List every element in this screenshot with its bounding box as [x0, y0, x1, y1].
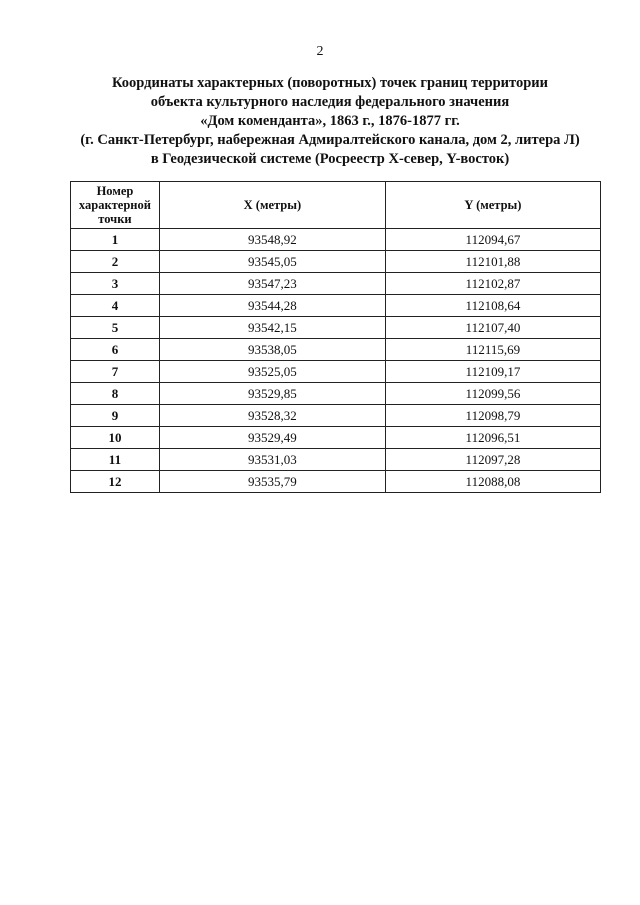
table-row — [71, 449, 601, 471]
y-coordinate-cell: 112102,87 — [385, 273, 600, 295]
x-coordinate-cell: 93544,28 — [159, 295, 385, 317]
point-number-cell: 7 — [71, 361, 160, 383]
y-coordinate-cell: 112097,28 — [385, 449, 600, 471]
point-number-cell: 2 — [71, 251, 160, 273]
x-coordinate-cell: 93548,92 — [159, 229, 385, 251]
header-y: Y (метры) — [385, 182, 600, 229]
point-number-cell: 9 — [71, 405, 160, 427]
point-number-cell: 5 — [71, 317, 160, 339]
x-coordinate-cell: 93531,03 — [159, 449, 385, 471]
title-line: (г. Санкт-Петербург, набережная Адмиралтейского канала, дом 2, литера Л) — [80, 132, 580, 148]
y-coordinate-cell: 112108,64 — [385, 295, 600, 317]
table-body — [71, 229, 601, 493]
table-row — [71, 273, 601, 295]
y-coordinate-cell: 112101,88 — [385, 251, 600, 273]
y-coordinate-cell: 112088,08 — [385, 471, 600, 493]
x-coordinate-cell: 93538,05 — [159, 339, 385, 361]
x-coordinate-cell: 93547,23 — [159, 273, 385, 295]
table-row — [71, 295, 601, 317]
y-coordinate-cell: 112094,67 — [385, 229, 600, 251]
x-coordinate-cell: 93529,85 — [159, 383, 385, 405]
table-row — [71, 427, 601, 449]
header-x: X (метры) — [159, 182, 385, 229]
point-number-cell: 12 — [71, 471, 160, 493]
x-coordinate-cell: 93528,32 — [159, 405, 385, 427]
table-row — [71, 383, 601, 405]
point-number-cell: 11 — [71, 449, 160, 471]
x-coordinate-cell: 93525,05 — [159, 361, 385, 383]
table-header-row — [71, 182, 601, 229]
title-line: в Геодезической системе (Росреестр X-север, Y-восток) — [150, 151, 510, 167]
header-point-number-line: характерной — [78, 198, 151, 212]
point-number-cell: 6 — [71, 339, 160, 361]
y-coordinate-cell: 112115,69 — [385, 339, 600, 361]
header-point-number-line: точки — [98, 212, 132, 226]
x-coordinate-cell: 93542,15 — [159, 317, 385, 339]
table-row — [71, 361, 601, 383]
header-point-number-line: Номер — [96, 184, 134, 198]
point-number-cell: 1 — [71, 229, 160, 251]
y-coordinate-cell: 112099,56 — [385, 383, 600, 405]
x-coordinate-cell: 93535,79 — [159, 471, 385, 493]
y-coordinate-cell: 112107,40 — [385, 317, 600, 339]
table-row — [71, 317, 601, 339]
header-point-number — [71, 182, 160, 229]
point-number-cell: 10 — [71, 427, 160, 449]
y-coordinate-cell: 112098,79 — [385, 405, 600, 427]
table-row — [71, 251, 601, 273]
y-coordinate-cell: 112109,17 — [385, 361, 600, 383]
x-coordinate-cell: 93529,49 — [159, 427, 385, 449]
y-coordinate-cell: 112096,51 — [385, 427, 600, 449]
coordinates-table — [70, 181, 601, 493]
point-number-cell: 3 — [71, 273, 160, 295]
point-number-cell: 8 — [71, 383, 160, 405]
title-line: «Дом коменданта», 1863 г., 1876-1877 гг. — [200, 113, 460, 129]
table-row — [71, 339, 601, 361]
point-number-cell: 4 — [71, 295, 160, 317]
document-title — [60, 74, 600, 169]
table-row — [71, 405, 601, 427]
page-number: 2 — [316, 44, 324, 59]
title-line: объекта культурного наследия федерального значения — [150, 94, 510, 110]
x-coordinate-cell: 93545,05 — [159, 251, 385, 273]
table-row — [71, 229, 601, 251]
title-line: Координаты характерных (поворотных) точек границ территории — [112, 75, 548, 91]
table-row — [71, 471, 601, 493]
